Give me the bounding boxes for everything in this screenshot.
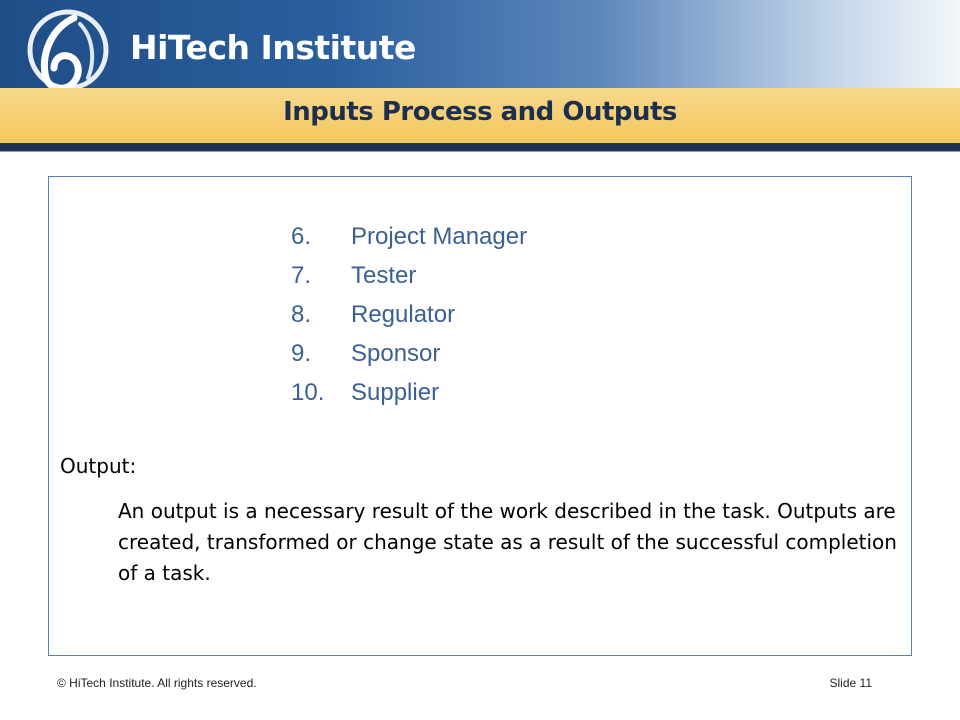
slide-number: Slide 11	[829, 676, 872, 690]
list-number: 10.	[291, 379, 325, 406]
list-item	[291, 337, 527, 376]
title-divider	[0, 143, 960, 152]
list-item	[291, 259, 527, 298]
header-banner	[0, 0, 960, 88]
list-item	[291, 298, 527, 337]
list-item	[291, 220, 527, 259]
copyright-text: © HiTech Institute. All rights reserved.	[57, 676, 257, 690]
output-heading: Output:	[60, 454, 137, 478]
list-number: 7.	[291, 262, 312, 289]
list-number: 8.	[291, 301, 312, 328]
list-number: 6.	[291, 223, 312, 250]
list-label: Tester	[351, 262, 417, 289]
list-label: Sponsor	[351, 340, 441, 367]
list-label: Supplier	[351, 379, 440, 406]
list-item	[291, 376, 527, 415]
list-label: Regulator	[351, 301, 456, 328]
list-label: Project Manager	[351, 223, 528, 250]
roles-list	[291, 220, 527, 415]
list-number: 9.	[291, 340, 312, 367]
hitech-logo-icon	[22, 6, 122, 96]
brand-name: HiTech Institute	[130, 28, 416, 67]
slide-title: Inputs Process and Outputs	[283, 97, 677, 127]
output-description: An output is a necessary result of the work described in the task. Outputs are created, transformed or change state as a result of the successful completion of a task.	[118, 499, 897, 585]
